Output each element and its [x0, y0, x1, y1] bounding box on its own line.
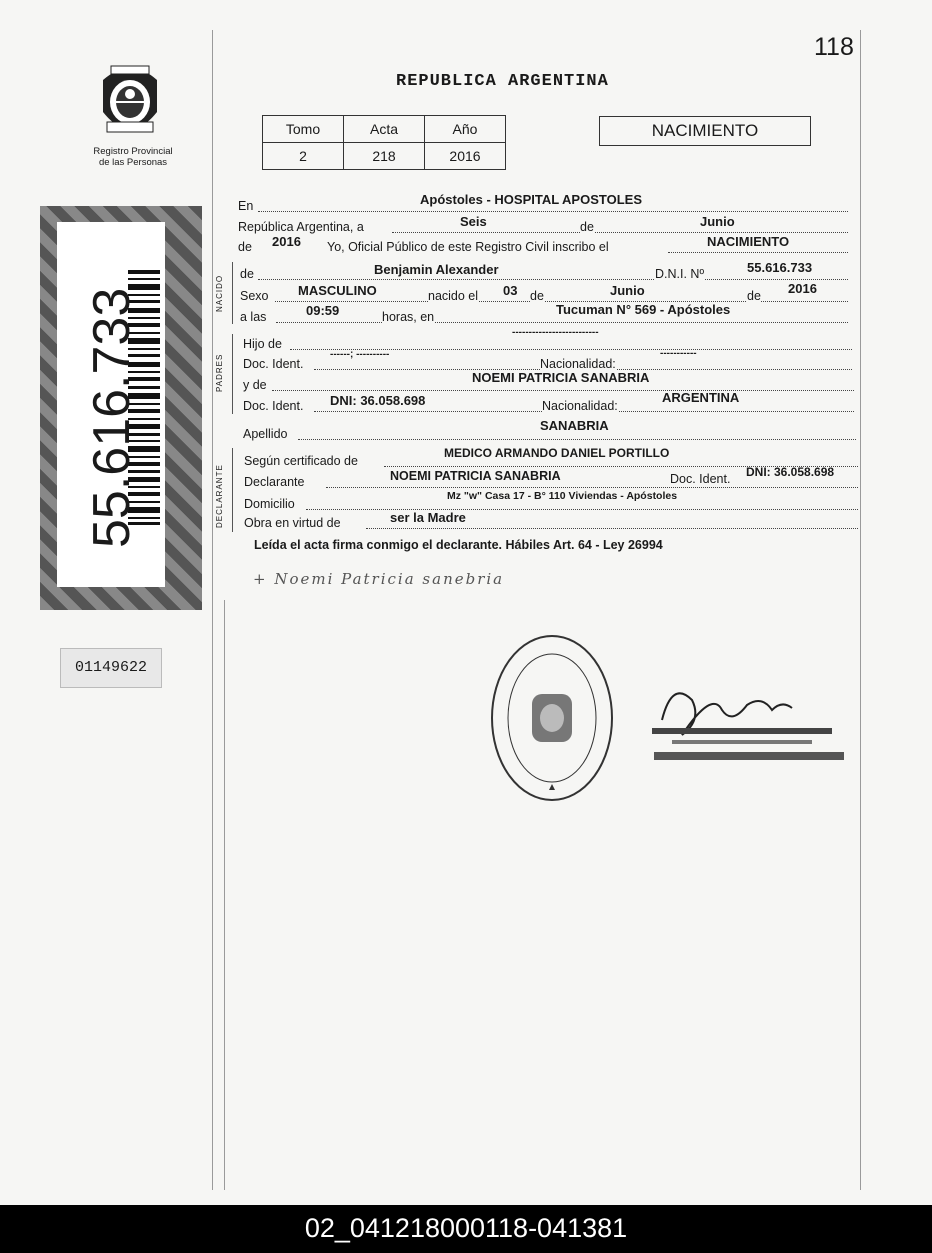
- section-divider-parents: [232, 334, 233, 414]
- label-inscribo: Yo, Oficial Público de este Registro Civil inscribo el: [327, 240, 609, 254]
- label-de: de: [580, 220, 594, 234]
- label-de-month: de: [530, 289, 544, 303]
- value-sex: MASCULINO: [298, 283, 377, 298]
- value-month: Junio: [700, 214, 735, 229]
- label-dni: D.N.I. Nº: [655, 267, 705, 281]
- registrar-signature-icon: [652, 680, 852, 780]
- value-father: --------------------------: [512, 327, 599, 338]
- label-segun: Según certificado de: [244, 454, 358, 468]
- value-act: NACIMIENTO: [707, 234, 790, 249]
- value-place: Apóstoles - HOSPITAL APOSTOLES: [420, 192, 642, 207]
- label-de-y2: de: [747, 289, 761, 303]
- label-horas-en: horas, en: [382, 310, 435, 324]
- value-year: 2016: [272, 234, 301, 249]
- value-reason: ser la Madre: [390, 510, 466, 525]
- label-domicilio: Domicilio: [244, 497, 295, 511]
- inner-margin-line: [224, 600, 225, 1190]
- label-de-year: de: [238, 240, 252, 254]
- label-sexo: Sexo: [240, 289, 269, 303]
- label-nacionalidad-2: Nacionalidad:: [542, 399, 618, 413]
- section-divider-born: [232, 262, 233, 324]
- value-birth-year: 2016: [788, 281, 817, 296]
- ref-value-acta: 218: [344, 143, 425, 170]
- registry-name-line-1: Registro Provincial: [93, 146, 173, 157]
- label-a-las: a las: [240, 310, 267, 324]
- section-label-born: NACIDO: [215, 274, 224, 312]
- registry-name-line-2: de las Personas: [98, 157, 168, 168]
- value-mother-doc: DNI: 36.058.698: [330, 393, 426, 408]
- label-doc-ident-2: Doc. Ident.: [243, 399, 304, 413]
- value-father-nat: -----------: [660, 348, 697, 359]
- barcode-number: 55.616.733: [83, 287, 141, 548]
- closing-statement: Leída el acta firma conmigo el declarante. Hábiles Art. 64 - Ley 26994: [254, 538, 663, 552]
- label-y-de: y de: [243, 378, 267, 392]
- value-address: Tucuman N° 569 - Apóstoles: [556, 302, 731, 317]
- ref-value-tomo: 2: [263, 143, 344, 170]
- label-doc-ident-3: Doc. Ident.: [670, 472, 731, 486]
- value-father-doc: ------; ----------: [330, 349, 390, 360]
- province-crest-icon: [97, 60, 163, 142]
- label-hijo-de: Hijo de: [243, 337, 282, 351]
- ref-value-ano: 2016: [425, 143, 506, 170]
- value-birth-day: 03: [503, 283, 518, 298]
- label-en: En: [238, 199, 254, 213]
- right-margin-line: [860, 30, 861, 1190]
- value-birth-month: Junio: [610, 283, 645, 298]
- section-divider-declarant: [232, 448, 233, 532]
- label-declarante: Declarante: [244, 475, 305, 489]
- ref-header-tomo: Tomo: [263, 116, 344, 143]
- value-time: 09:59: [306, 303, 340, 318]
- section-label-declarant: DECLARANTE: [215, 464, 224, 528]
- label-republica: República Argentina, a: [238, 220, 364, 234]
- record-type-box: NACIMIENTO: [599, 116, 811, 146]
- ref-header-ano: Año: [425, 116, 506, 143]
- ref-header-acta: Acta: [344, 116, 425, 143]
- reference-table: [262, 115, 506, 170]
- value-certificate: MEDICO ARMANDO DANIEL PORTILLO: [444, 446, 670, 460]
- registry-name: [78, 146, 188, 168]
- label-nacionalidad: Nacionalidad:: [540, 357, 616, 371]
- value-day: Seis: [460, 214, 487, 229]
- control-number: 01149622: [60, 648, 162, 688]
- page-number: 118: [814, 33, 854, 61]
- value-mother: NOEMI PATRICIA SANABRIA: [472, 370, 650, 385]
- value-declarant-doc: DNI: 36.058.698: [746, 465, 835, 479]
- document-title: REPUBLICA ARGENTINA: [396, 72, 609, 91]
- value-mother-nat: ARGENTINA: [662, 390, 740, 405]
- label-nacido-el: nacido el: [428, 289, 479, 303]
- value-domicile: Mz "w" Casa 17 - B° 110 Viviendas - Apóstoles: [447, 490, 678, 502]
- value-name: Benjamin Alexander: [374, 262, 499, 277]
- declarant-signature: + Noemi Patricia sanebria: [253, 570, 505, 588]
- label-de-name: de: [240, 267, 254, 281]
- label-apellido: Apellido: [243, 427, 288, 441]
- value-dni: 55.616.733: [747, 260, 813, 275]
- section-label-parents: PADRES: [215, 353, 224, 392]
- label-doc-ident: Doc. Ident.: [243, 357, 304, 371]
- value-declarant: NOEMI PATRICIA SANABRIA: [390, 469, 561, 483]
- scan-footer-code: 02_041218000118-041381: [0, 1205, 932, 1253]
- left-margin-line: [212, 30, 213, 1190]
- official-seal-icon: [488, 632, 616, 804]
- label-obra: Obra en virtud de: [244, 516, 341, 530]
- value-surname: SANABRIA: [540, 418, 609, 433]
